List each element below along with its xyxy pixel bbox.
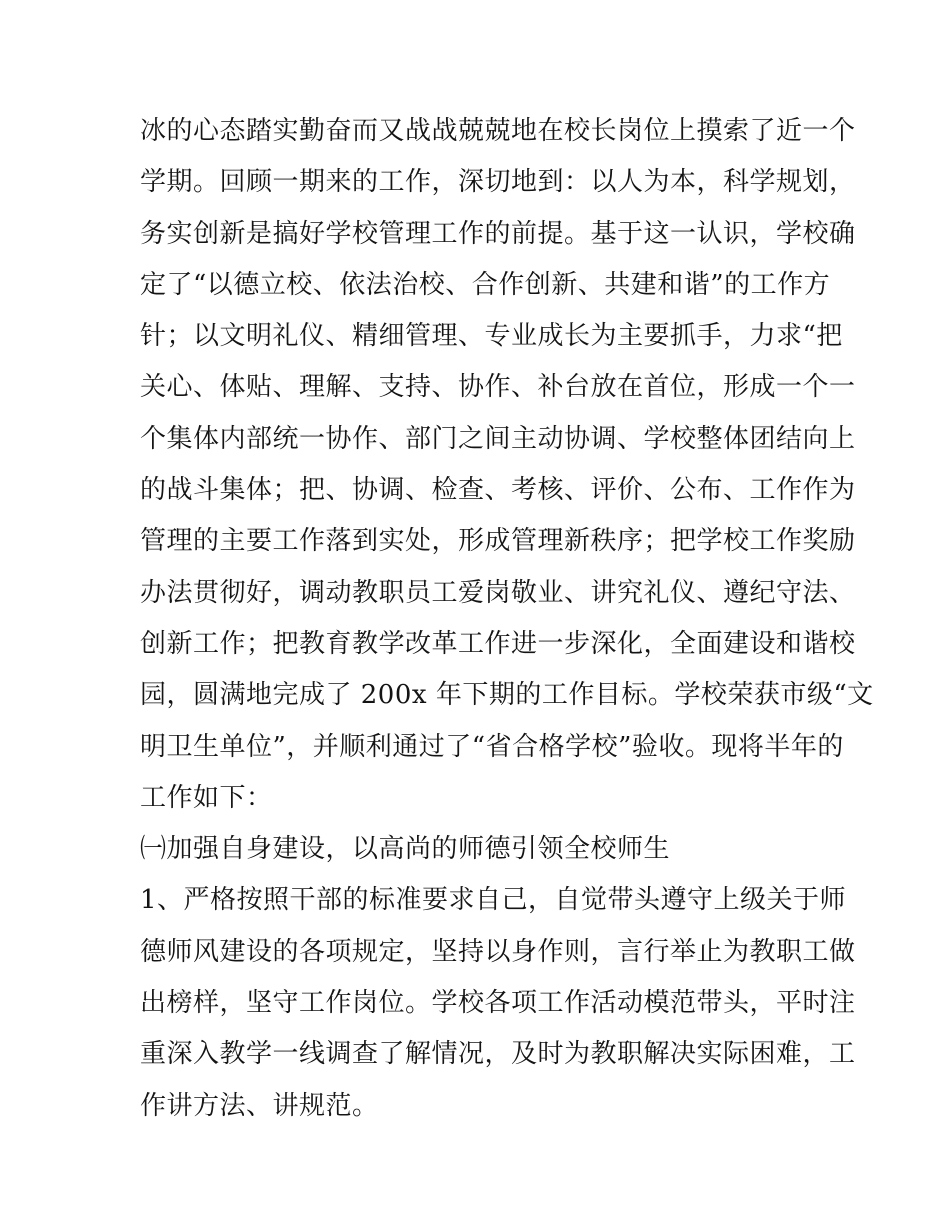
text-line-19: 重深入教学一线调查了解情况，及时为教职解决实际困难，工 xyxy=(140,1039,856,1070)
section-heading: ㈠加强自身建设，以高尚的师德引领全校师生 xyxy=(140,834,671,865)
text-line-11: 创新工作；把教育教学改革工作进一步深化，全面建设和谐校 xyxy=(140,628,856,659)
text-line-13: 明卫生单位”，并顺利通过了“省合格学校”验收。现将半年的 xyxy=(140,731,844,762)
text-line-10: 办法贯彻好，调动教职员工爱岗敬业、讲究礼仪、遵纪守法、 xyxy=(140,577,856,608)
text-line-7: 个集体内部统一协作、部门之间主动协调、学校整体团结向上 xyxy=(140,423,856,454)
text-line-6: 关心、体贴、理解、支持、协作、补台放在首位，形成一个一 xyxy=(140,372,856,403)
text-line-8: 的战斗集体；把、协调、检查、考核、评价、公布、工作作为 xyxy=(140,475,856,506)
text-line-14: 工作如下： xyxy=(140,782,273,813)
text-line-17: 德师风建设的各项规定，坚持以身作则，言行举止为教职工做 xyxy=(140,936,856,967)
text-line-9: 管理的主要工作落到实处，形成管理新秩序；把学校工作奖励 xyxy=(140,526,856,557)
text-line-20: 作讲方法、讲规范。 xyxy=(140,1090,379,1121)
text-line-18: 出榜样，坚守工作岗位。学校各项工作活动模范带头，平时注 xyxy=(140,988,856,1019)
text-line-3: 务实创新是搞好学校管理工作的前提。基于这一认识，学校确 xyxy=(140,218,856,249)
text-line-16: 1、严格按照干部的标准要求自己，自觉带头遵守上级关于师 xyxy=(140,885,847,916)
text-line-12: 园，圆满地完成了 200x 年下期的工作目标。学校荣获市级“文 xyxy=(140,680,874,711)
text-line-2: 学期。回顾一期来的工作，深切地到：以人为本，科学规划， xyxy=(140,167,856,198)
text-line-5: 针；以文明礼仪、精细管理、专业成长为主要抓手，力求“把 xyxy=(140,321,843,352)
body-text xyxy=(140,106,874,1132)
text-line-4: 定了“以德立校、依法治校、合作创新、共建和谐”的工作方 xyxy=(140,269,831,300)
text-line-1: 冰的心态踏实勤奋而又战战兢兢地在校长岗位上摸索了近一个 xyxy=(140,116,856,146)
